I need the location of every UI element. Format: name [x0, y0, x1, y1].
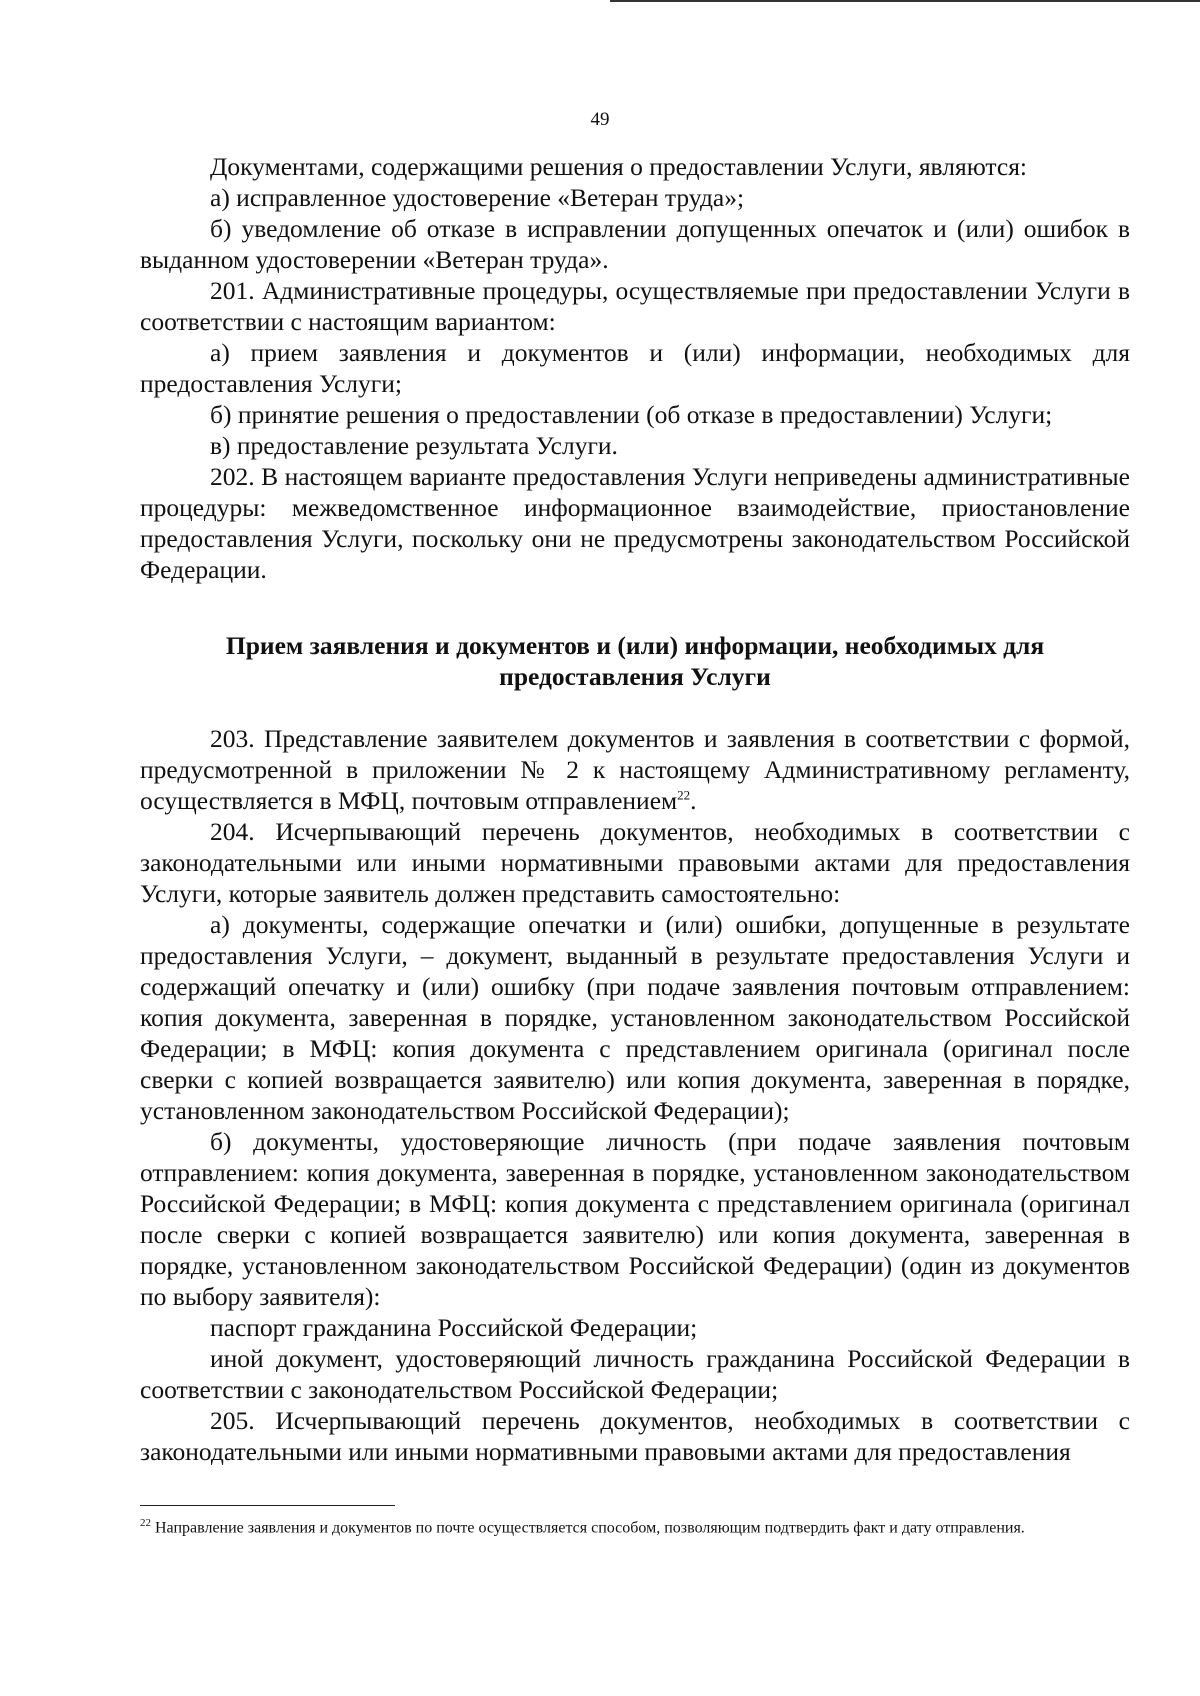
paragraph-201-b: б) принятие решения о предоставлении (об отказе в предоставлении) Услуги;: [210, 400, 1053, 429]
paragraph-201-a: а) прием заявления и документов и (или) информации, необходимых для предоставления Услуги;: [140, 338, 1130, 398]
paragraph-201-c: в) предоставление результата Услуги.: [210, 431, 618, 460]
spacer: [140, 692, 1130, 723]
paragraph-item-a: а) исправленное удостоверение «Ветеран труда»;: [210, 183, 745, 212]
footnote-separator: [140, 1505, 395, 1506]
paragraph-decisions-intro: Документами, содержащими решения о предоставлении Услуги, являются:: [210, 152, 1028, 181]
footnote-number: 22: [140, 1517, 151, 1529]
paragraph-205: 205. Исчерпывающий перечень документов, необходимых в соответствии с законодательными или иными нормативными правовыми актами для предоставления: [140, 1406, 1130, 1466]
paragraph-201: 201. Административные процедуры, осуществляемые при предоставлении Услуги в соответствии с настоящим вариантом:: [140, 276, 1130, 336]
paragraph-202: 202. В настоящем варианте предоставления Услуги неприведены административные процедуры: межведомственное информационное взаимодействие, приостановление предоставления Услуги, поскольку они не предусмотрены законодательством Российской Федерации.: [140, 462, 1130, 584]
paragraph-item-b: б) уведомление об отказе в исправлении допущенных опечаток и (или) ошибок в выданном удостоверении «Ветеран труда».: [140, 214, 1130, 274]
document-body: [140, 151, 1130, 1467]
footnote: [140, 1511, 1120, 1540]
paragraph-other-id: иной документ, удостоверяющий личность гражданина Российской Федерации в соответствии с законодательством Российской Федерации;: [140, 1344, 1130, 1404]
paragraph-203: [140, 723, 1130, 816]
footnote-text: Направление заявления и документов по почте осуществляется способом, позволяющим подтвердить факт и дату отправления.: [151, 1519, 1025, 1537]
section-heading-line-2: предоставления Услуги: [499, 662, 771, 691]
section-heading-line-1: Прием заявления и документов и (или) информации, необходимых для: [225, 631, 1045, 660]
spacer: [140, 585, 1130, 630]
footnote-reference[interactable]: 22: [677, 787, 691, 803]
paragraph-203-text: 203. Представление заявителем документов и заявления в соответствии с формой, предусмотренной в приложении № 2 к настоящему Административному регламенту, осуществляется в МФЦ, почтовым отправлением: [140, 724, 1130, 815]
paragraph-203-end: .: [690, 786, 697, 815]
page-number: 49: [590, 109, 610, 130]
paragraph-204-a: а) документы, содержащие опечатки и (или) ошибки, допущенные в результате предоставления Услуги, – документ, выданный в результате предоставления Услуги и содержащий опечатку и (или) ошибку (при подаче заявления почтовым отправлением: копия документа, заверенная в порядке, установленном законодательством Российской Федерации; в МФЦ: копия документа с представлением оригинала (оригинал после сверки с копией возвращается заявителю) или копия документа, заверенная в порядке, установленном законодательством Российской Федерации);: [140, 910, 1130, 1125]
top-border-line: [610, 0, 1200, 2]
paragraph-204: 204. Исчерпывающий перечень документов, необходимых в соответствии с законодательными или иными нормативными правовыми актами для предоставления Услуги, которые заявитель должен представить самостоятельно:: [140, 817, 1130, 908]
paragraph-passport: паспорт гражданина Российской Федерации;: [210, 1313, 698, 1342]
paragraph-204-b: б) документы, удостоверяющие личность (при подаче заявления почтовым отправлением: копия документа, заверенная в порядке, установленном законодательством Российской Федерации; в МФЦ: копия документа с представлением оригинала (оригинал после сверки с копией возвращается заявителю) или копия документа, заверенная в порядке, установленном законодательством Российской Федерации) (один из документов по выбору заявителя):: [140, 1127, 1130, 1311]
